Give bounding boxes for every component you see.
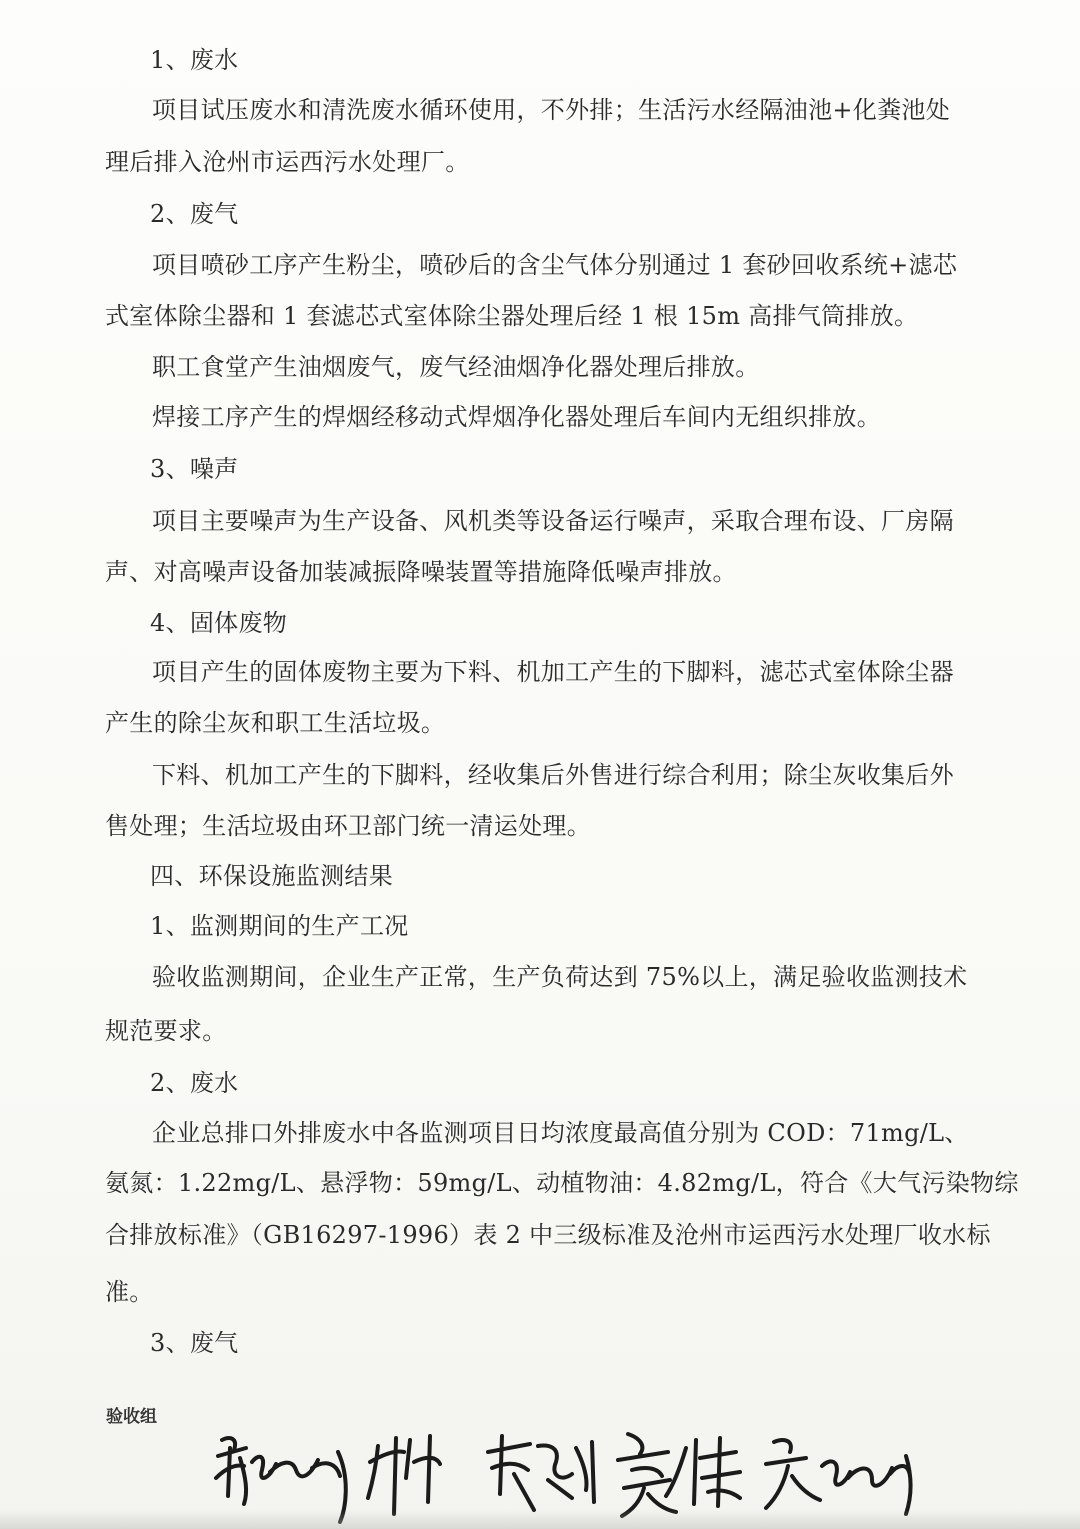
paragraph-line: 准。 [105, 1278, 154, 1306]
paragraph-line: 项目产生的固体废物主要为下料、机加工产生的下脚料，滤芯式室体除尘器 [152, 658, 954, 686]
heading-waste-gas-results: 3、废气 [150, 1329, 239, 1357]
paragraph-line: 规范要求。 [105, 1017, 227, 1045]
heading-wastewater: 1、废水 [150, 46, 239, 74]
paragraph-line: 焊接工序产生的焊烟经移动式焊烟净化器处理后车间内无组织排放。 [152, 403, 881, 431]
paragraph-line: 合排放标准》（GB16297-1996）表 2 中三级标准及沧州市运西污水处理厂收水标 [105, 1221, 991, 1249]
paragraph-line: 声、对高噪声设备加装减振降噪装置等措施降低噪声排放。 [105, 558, 737, 586]
heading-noise: 3、噪声 [150, 455, 239, 483]
paragraph-line: 项目试压废水和清洗废水循环使用，不外排；生活污水经隔油池+化粪池处 [152, 96, 951, 124]
paragraph-line: 职工食堂产生油烟废气，废气经油烟净化器处理后排放。 [152, 353, 760, 381]
heading-production-conditions: 1、监测期间的生产工况 [150, 912, 409, 940]
paragraph-line: 售处理；生活垃圾由环卫部门统一清运处理。 [105, 812, 591, 840]
section-heading-monitoring: 四、环保设施监测结果 [150, 862, 393, 890]
paragraph-line: 项目喷砂工序产生粉尘，喷砂后的含尘气体分别通过 1 套砂回收系统+滤芯 [152, 251, 958, 279]
paragraph-line: 氨氮：1.22mg/L、悬浮物：59mg/L、动植物油：4.82mg/L，符合《大气污染物综 [105, 1169, 1019, 1197]
heading-wastewater-results: 2、废水 [150, 1069, 239, 1097]
paragraph-line: 下料、机加工产生的下脚料，经收集后外售进行综合利用；除尘灰收集后外 [152, 761, 954, 789]
paragraph-line: 项目主要噪声为生产设备、风机类等设备运行噪声，采取合理布设、厂房隔 [152, 507, 954, 535]
heading-waste-gas: 2、废气 [150, 200, 239, 228]
paragraph-line: 企业总排口外排废水中各监测项目日均浓度最高值分别为 COD：71mg/L、 [152, 1119, 969, 1147]
page-edge-shadow [0, 1510, 1080, 1529]
paragraph-line: 理后排入沧州市运西污水处理厂。 [105, 148, 470, 176]
heading-solid-waste: 4、固体废物 [150, 609, 288, 637]
paragraph-line: 产生的除尘灰和职工生活垃圾。 [105, 709, 446, 737]
paragraph-line: 式室体除尘器和 1 套滤芯式室体除尘器处理后经 1 根 15m 高排气筒排放。 [105, 302, 919, 330]
acceptance-group-label: 验收组 [106, 1407, 157, 1427]
paragraph-line: 验收监测期间，企业生产正常，生产负荷达到 75%以上，满足验收监测技术 [152, 963, 968, 991]
